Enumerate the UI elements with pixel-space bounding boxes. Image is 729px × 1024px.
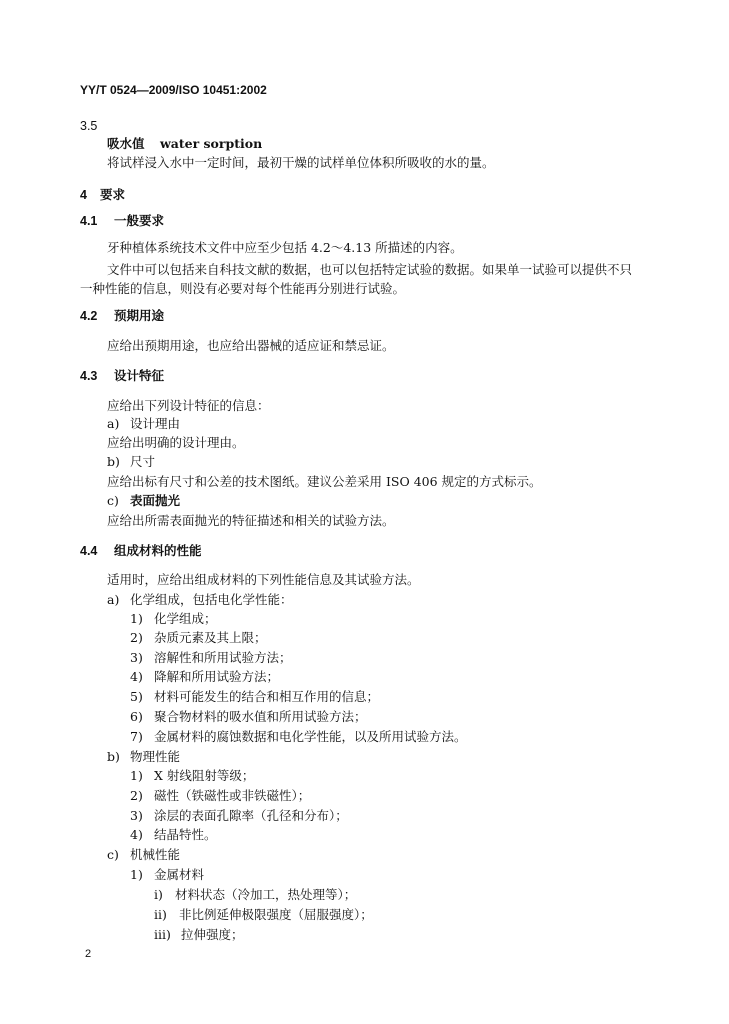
subsubitem-marker: iii) — [154, 927, 171, 942]
clause-4-4-number: 4.4 — [80, 544, 98, 558]
clause-4-2-para: 应给出预期用途，也应给出器械的适应证和禁忌证。 — [107, 338, 395, 353]
subitem-marker: 1) — [130, 611, 143, 626]
subsubitem-marker: ii) — [154, 907, 167, 922]
subitem-marker: 6) — [130, 709, 143, 724]
subitem-text: 化学组成； — [154, 611, 217, 626]
item-title: 尺寸 — [130, 454, 156, 469]
term-en: water sorption — [160, 136, 263, 151]
subitem-text: 结晶特性。 — [154, 827, 217, 842]
clause-4-2-title: 预期用途 — [114, 308, 165, 323]
clause-4-1-number: 4.1 — [80, 214, 98, 228]
item-marker: a) — [107, 416, 120, 431]
subsubitem-marker: i) — [154, 887, 163, 902]
subitem-text: 溶解性和所用试验方法； — [154, 650, 292, 665]
subitem-text: 涂层的表面孔隙率（孔径和分布）； — [154, 808, 348, 823]
subitem-marker: 4) — [130, 669, 143, 684]
subsubitem-text: 非比例延伸极限强度（屈服强度）； — [179, 907, 373, 922]
clause-3-5-number: 3.5 — [80, 119, 98, 133]
clause-4-1-para2-line1: 文件中可以包括来自科技文献的数据，也可以包括特定试验的数据。如果单一试验可以提供不只 — [107, 262, 633, 277]
item-title: 化学组成，包括电化学性能： — [130, 592, 293, 607]
subitem-text: 材料可能发生的结合和相互作用的信息； — [154, 689, 380, 704]
subitem-marker: 1) — [130, 867, 143, 882]
subitem-title: 金属材料 — [154, 867, 205, 882]
subitem-marker: 4) — [130, 827, 143, 842]
clause-4-number: 4 — [80, 188, 87, 202]
subitem-text: X 射线阻射等级； — [154, 768, 255, 783]
subitem-text: 杂质元素及其上限； — [154, 630, 267, 645]
term-zh: 吸水值 — [107, 136, 145, 151]
clause-4-3-intro: 应给出下列设计特征的信息： — [107, 398, 270, 413]
clause-4-4-title: 组成材料的性能 — [114, 543, 202, 558]
subitem-marker: 3) — [130, 650, 143, 665]
item-text: 应给出明确的设计理由。 — [107, 435, 245, 450]
subitem-text: 聚合物材料的吸水值和所用试验方法； — [154, 709, 367, 724]
clause-4-3-number: 4.3 — [80, 369, 98, 383]
item-title: 机械性能 — [130, 847, 181, 862]
subitem-marker: 2) — [130, 788, 143, 803]
item-marker: b) — [107, 454, 120, 469]
item-title: 表面抛光 — [130, 493, 181, 508]
clause-4-2-number: 4.2 — [80, 309, 98, 323]
standard-header: YY/T 0524—2009/ISO 10451:2002 — [80, 83, 267, 97]
subitem-marker: 1) — [130, 768, 143, 783]
page-number: 2 — [85, 948, 92, 960]
clause-4-title: 要求 — [100, 187, 126, 202]
clause-4-1-title: 一般要求 — [114, 213, 165, 228]
item-marker: c) — [107, 847, 119, 862]
subitem-text: 磁性（铁磁性或非铁磁性）； — [154, 788, 311, 803]
item-marker: b) — [107, 749, 120, 764]
item-text: 应给出所需表面抛光的特征描述和相关的试验方法。 — [107, 513, 395, 528]
item-text: 应给出标有尺寸和公差的技术图纸。建议公差采用 ISO 406 规定的方式标示。 — [107, 474, 542, 489]
clause-4-1-para1: 牙种植体系统技术文件中应至少包括 4.2～4.13 所描述的内容。 — [107, 240, 463, 255]
item-title: 物理性能 — [130, 749, 181, 764]
subitem-marker: 7) — [130, 729, 143, 744]
item-marker: c) — [107, 493, 119, 508]
clause-4-4-intro: 适用时，应给出组成材料的下列性能信息及其试验方法。 — [107, 572, 420, 587]
clause-4-3-title: 设计特征 — [114, 368, 165, 383]
subsubitem-text: 材料状态（冷加工，热处理等）； — [175, 887, 357, 902]
subitem-text: 金属材料的腐蚀数据和电化学性能，以及所用试验方法。 — [154, 729, 467, 744]
subitem-text: 降解和所用试验方法； — [154, 669, 280, 684]
subitem-marker: 3) — [130, 808, 143, 823]
subitem-marker: 5) — [130, 689, 143, 704]
item-marker: a) — [107, 592, 120, 607]
item-title: 设计理由 — [130, 416, 181, 431]
term-definition: 将试样浸入水中一定时间，最初干燥的试样单位体积所吸收的水的量。 — [107, 155, 495, 170]
clause-4-1-para2-line2: 一种性能的信息，则没有必要对每个性能再分别进行试验。 — [80, 281, 406, 296]
subitem-marker: 2) — [130, 630, 143, 645]
subsubitem-text: 拉伸强度； — [181, 927, 244, 942]
